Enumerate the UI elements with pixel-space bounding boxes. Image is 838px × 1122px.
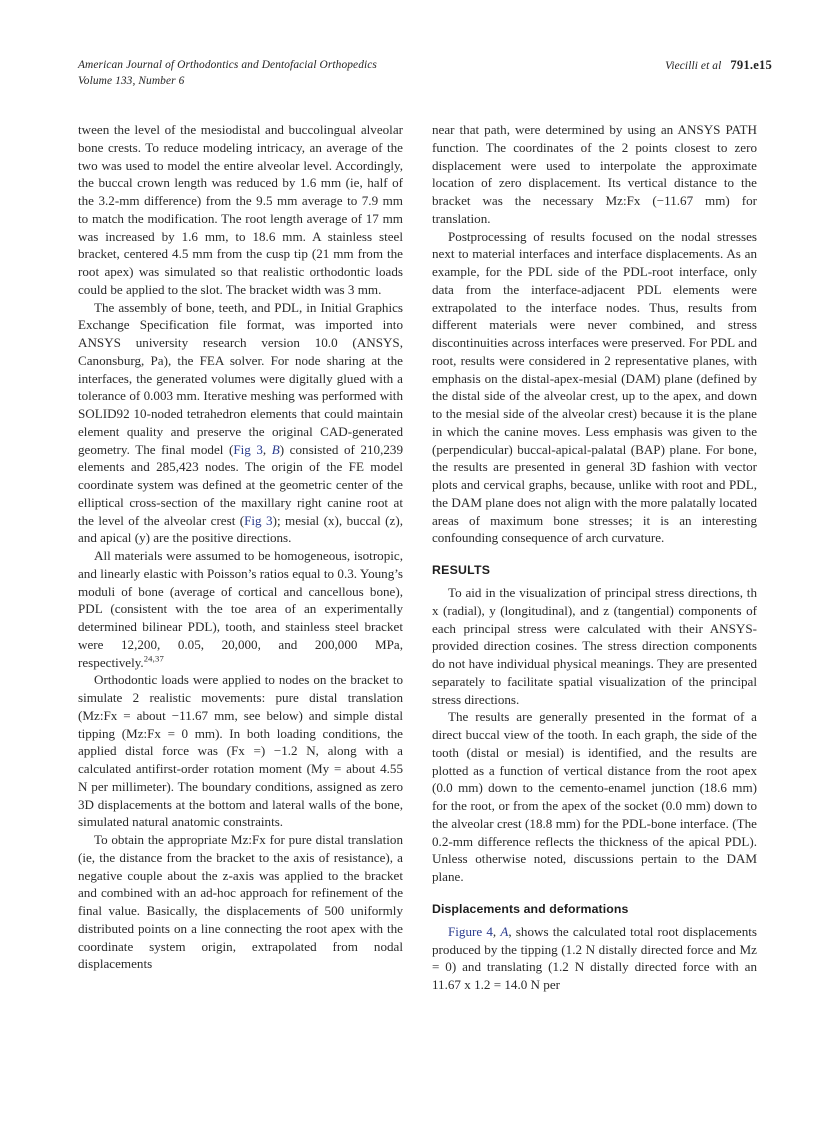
body-paragraph: near that path, were determined by using an ANSYS PATH function. The coordinates of the 2 points closest to zero displacement were used to interpolate the approximate location of zero displacement. Its vertical distance to the bracket was the necessary Mz:Fx (−11.67 mm) for translation. (432, 122, 757, 226)
subsection-heading: Displacements and deformations (432, 901, 629, 916)
running-head-right (665, 58, 772, 75)
body-paragraph: To obtain the appropriate Mz:Fx for pure distal translation (ie, the distance from the bracket to the axis of resistance), a negative couple about the z-axis was applied to the bracket and combined with an ad-hoc approach for refinement of the final value. Basically, the displacements of 500 uniformly distributed points on a line connecting the root apex with the coordinate system origin, extrapolated from nodal displacements (78, 832, 403, 972)
citation-superscript[interactable]: 24,37 (143, 653, 165, 664)
volume-number-line: Volume 133, Number 6 (78, 74, 185, 87)
body-paragraph: Orthodontic loads were applied to nodes on the bracket to simulate 2 realistic movements: pure distal translation (Mz:Fx = about −11.67 mm, see below) and simple distal tipping (Mz:Fx = 0 mm). In both loading conditions, the applied distal force was (Fx =) −1.2 N, along with a calculated antifirst-order rotation moment (My = about 4.55 N per millimeter). The boundary conditions, assigned as zero 3D displacements at the bottom and lateral walls of the bone, simulated natural anatomic constraints. (78, 672, 403, 830)
running-head (78, 58, 772, 98)
page-number: 791.e15 (730, 58, 772, 72)
body-paragraph: To aid in the visualization of principal stress directions, th x (radial), y (longitudinal), and z (tangential) components of each principal stress were calculated with their ANSYS-provided direction cosines. The stress direction components do not have individual physical meanings. They are presented separately to facilitate spatial visualization of the principal stress directions. (432, 585, 757, 707)
running-head-left (78, 58, 377, 89)
body-columns (78, 121, 772, 1071)
body-paragraph: All materials were assumed to be homogeneous, isotropic, and linearly elastic with Poisson’s ratios equal to 0.3. Young’s moduli of bone (average of cortical and cancellous bone), PDL (consistent with the toe area of an experimentally determined bilinear PDL), tooth, and stainless steel bracket were 12,200, 0.05, 20,000, and 200,000 MPa, respectively.$^{24,37}$ (78, 548, 403, 670)
right-column (432, 121, 757, 1071)
left-column (78, 121, 403, 1071)
cross-reference-link[interactable]: Figure 4 (448, 923, 493, 939)
cross-reference-panel-letter[interactable]: B (271, 441, 280, 457)
journal-title: American Journal of Orthodontics and Dentofacial Orthopedics (78, 59, 377, 71)
cross-reference-link[interactable]: Fig 3 (244, 512, 273, 528)
body-paragraph: tween the level of the mesiodistal and buccolingual alveolar bone crests. To reduce modeling intricacy, an average of the two was used to model the entire alveolar level. Accordingly, the buccal crown length was reduced by 1.6 mm (ie, half of the 3.2-mm difference) from the 9.5 mm average to 7.9 mm to match the modification. The root length average of 17 mm was increased by 1.6 mm, to 18.6 mm. A stainless steel bracket, centered 4.5 mm from the cusp tip (21 mm from the root apex) was simulated so that realistic orthodontic loads could be applied to the slot. The bracket width was 3 mm. (78, 122, 403, 297)
body-paragraph: Figure 4, A, shows the calculated total root displacements produced by the tipping (1.2 N distally directed force and Mz = 0) and translating (1.2 N distally directed force with an 11.67 x 1.2 = 14.0 N per (432, 923, 757, 992)
author-citation: Viecilli et al (665, 60, 722, 72)
body-paragraph: The results are generally presented in the format of a direct buccal view of the tooth. In each graph, the side of the tooth (distal or mesial) is identified, and the results are plotted as a function of vertical distance from the root apex (0.0 mm) down to the cemento-enamel junction (18.6 mm) for the root, or from the apex of the socket (0.0 mm) down to the alveolar crest (18.8 mm) for the PDL-bone interface. (The 0.2-mm difference reflects the thickness of the apical PDL). Unless otherwise noted, discussions pertain to the DAM plane. (432, 709, 757, 884)
cross-reference-link[interactable]: Fig 3 (233, 441, 263, 457)
cross-reference-panel-letter[interactable]: A (500, 923, 509, 939)
body-paragraph: The assembly of bone, teeth, and PDL, in Initial Graphics Exchange Specification file format, was imported into ANSYS university research version 10.0 (ANSYS, Canonsburg, Pa), the FEA solver. For node sharing at the interfaces, the generated volumes were digitally glued with a tolerance of 0.003 mm. Iterative meshing was performed with SOLID92 10-noded tetrahedron elements that could maintain element quality and preserve the original CAD-generated geometry. The final model (Fig 3, B) consisted of 210,239 elements and 285,423 nodes. The origin of the FE model coordinate system was defined at the geometric center of the elliptical cross-section of the maxillary right canine root at the level of the alveolar crest (Fig 3); mesial (x), buccal (z), and apical (y) are the positive directions. (78, 299, 403, 546)
section-heading: RESULTS (432, 563, 491, 577)
body-paragraph: Postprocessing of results focused on the nodal stresses next to material interfaces and interface displacements. As an example, for the PDL side of the PDL-root interface, only data from the interface-adjacent PDL elements were extrapolated to the interface nodes. Thus, results from different materials were never combined, and stress discontinuities across interfaces were preserved. For PDL and root, results were considered in 2 representative planes, with emphasis on the distal-apex-mesial (DAM) plane (defined by the distal side of the alveolar crest, up to the apex, and down to the mesial side of the alveolar crest) because it is the plane in which the canine moves. Less emphasis was given to the (perpendicular) buccal-apical-palatal (BAP) plane. For bone, the results are presented in general 3D fashion with vector plots and cervical graphs, because, unlike with root and PDL, the DAM plane does not align with the more palatally located areas of maximum bone stresses; it is an interesting confounding consequence of arch curvature. (432, 228, 757, 546)
